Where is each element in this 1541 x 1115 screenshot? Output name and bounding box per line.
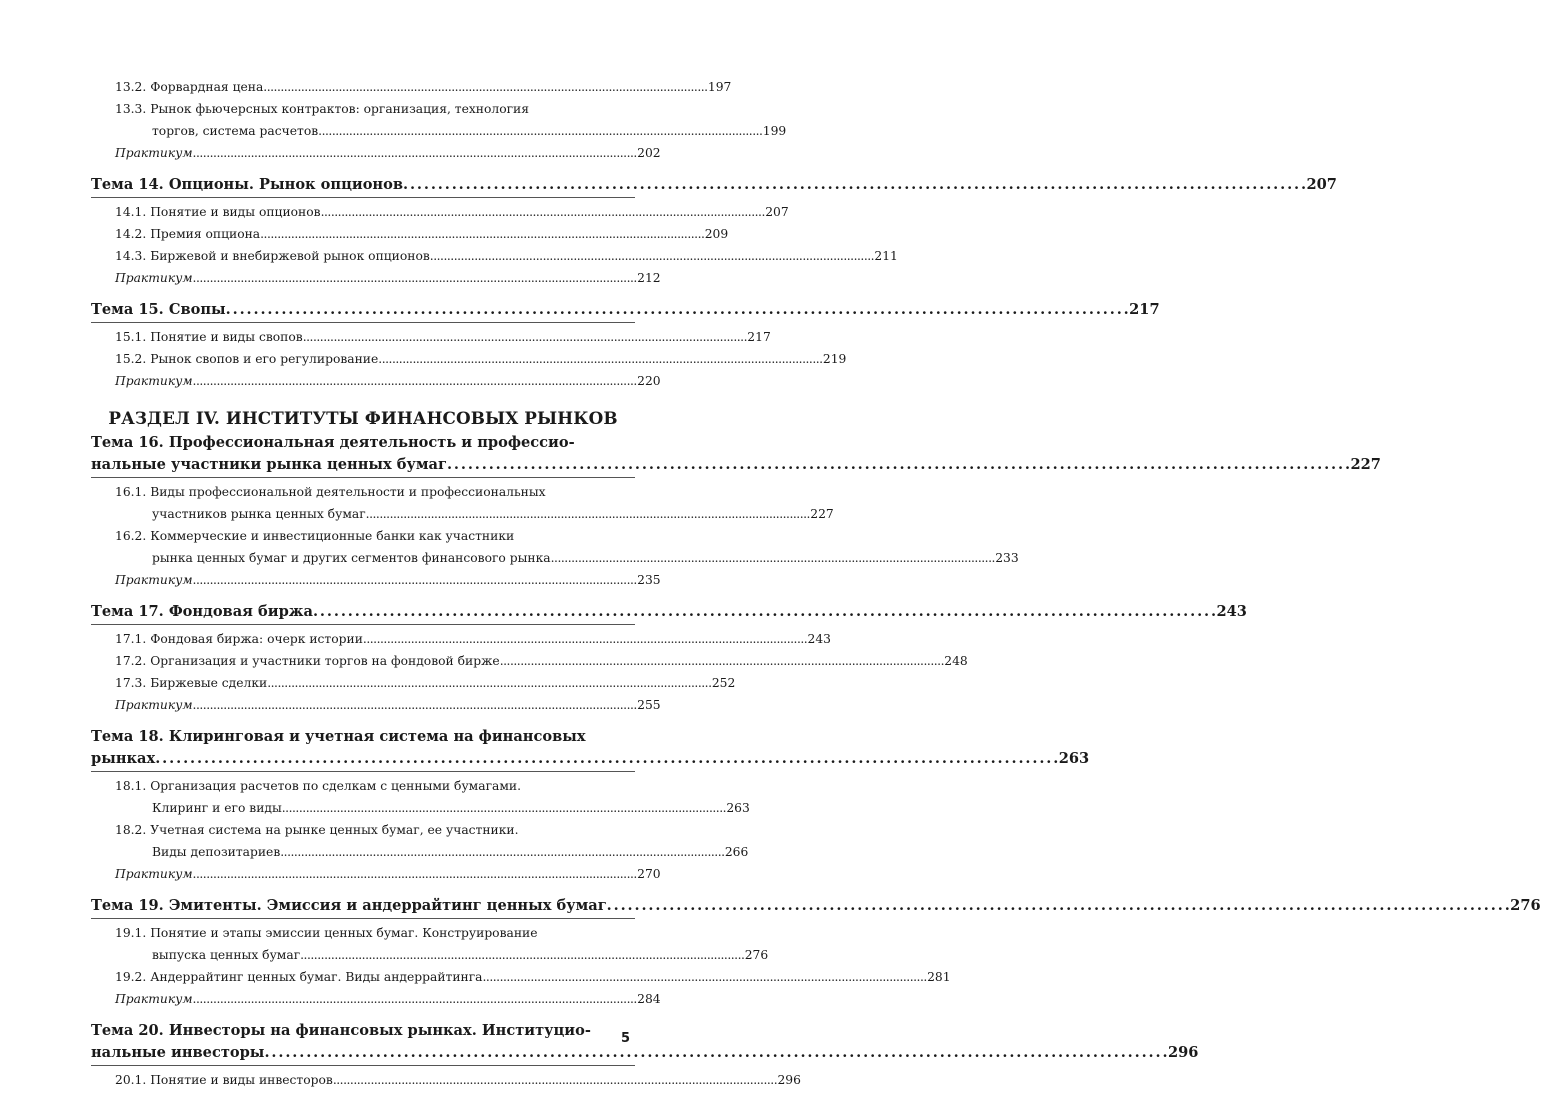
subentry-title-text: участников рынка ценных бумаг (152, 507, 366, 521)
toc-topic (91, 895, 1541, 1010)
topic-title-text: нальные инвесторы (91, 1044, 265, 1061)
subentry-title (115, 672, 736, 694)
dot-leader (193, 267, 636, 289)
toc-topic (91, 1020, 1199, 1091)
page-ref: 276 (744, 948, 769, 962)
subentry-line: 18.2. Учетная система на рынке ценных бумаг, ее участники. (115, 823, 519, 837)
dot-leader (155, 748, 1057, 770)
subentry-line: 18.1. Организация расчетов по сделкам с ценными бумагами. (115, 779, 522, 793)
page-ref: 243 (807, 632, 831, 646)
page-ref: 235 (637, 573, 661, 587)
toc-subentry (91, 672, 736, 694)
topic-heading (91, 174, 1337, 198)
page-ref: 296 (777, 1073, 801, 1087)
topic-title-line: Тема 18. Клиринговая и учетная система на финансовых (91, 728, 586, 745)
dot-leader (193, 370, 636, 392)
toc-subentry (91, 628, 831, 650)
page-ref: 202 (637, 146, 661, 160)
toc-subentry (91, 201, 789, 223)
topic-title (91, 454, 1381, 476)
subentry-title (115, 547, 1019, 569)
page-ref: 270 (637, 867, 661, 881)
subentry-line: 16.1. Виды профессиональной деятельности и профессиональных (115, 485, 546, 499)
toc-topic (91, 601, 1247, 716)
toc-topic (91, 299, 1160, 392)
subentry-title-text: 17.3. Биржевые сделки (115, 676, 268, 690)
dot-leader (193, 569, 636, 591)
page-ref: 199 (762, 124, 787, 138)
topic-title-text: Тема 14. Опционы. Рынок опционов (91, 176, 403, 193)
page-ref: 284 (637, 992, 661, 1006)
page-ref: 212 (637, 271, 661, 285)
subentry-title-text: 15.2. Рынок свопов и его регулирование (115, 352, 379, 366)
page-ref: 207 (1306, 176, 1337, 193)
page-ref: 263 (1058, 750, 1090, 767)
topic-title-text: Тема 15. Свопы (91, 301, 226, 318)
dot-leader (300, 944, 743, 966)
page-ref: 233 (995, 551, 1019, 565)
subentry-title (115, 120, 787, 142)
subentry-title (115, 76, 732, 98)
topic-heading (91, 299, 1160, 323)
dot-leader (282, 797, 725, 819)
section-heading: РАЗДЕЛ IV. ИНСТИТУТЫ ФИНАНСОВЫХ РЫНКОВ (108, 408, 618, 428)
page-ref: 281 (927, 970, 951, 984)
toc-topic (91, 726, 1090, 885)
dot-leader (318, 120, 761, 142)
page-number: 5 (621, 1031, 631, 1046)
toc-subentry (91, 819, 749, 863)
toc-topic (91, 432, 1381, 591)
topic-title-line: Тема 16. Профессиональная деятельность и профессио- (91, 434, 575, 451)
dot-leader (193, 988, 636, 1010)
subentry-title-text: торгов, система расчетов (152, 124, 319, 138)
page-ref: 227 (810, 507, 834, 521)
dot-leader (403, 174, 1305, 196)
practicum-entry-text: Практикум (115, 374, 193, 388)
dot-leader (366, 503, 809, 525)
toc-subentry (91, 922, 769, 966)
subentry-title-text: 14.2. Премия опциона (115, 227, 261, 241)
practicum-entry-text: Практикум (115, 271, 193, 285)
subentry-line: 19.1. Понятие и этапы эмиссии ценных бумаг. Конструирование (115, 926, 538, 940)
subentry-title-text: рынка ценных бумаг и других сегментов финансового рынка (152, 551, 551, 565)
subentry-title (115, 326, 771, 348)
topic-title-text: нальные участники рынка ценных бумаг (91, 456, 447, 473)
subentry-title-text: 17.2. Организация и участники торгов на фондовой бирже (115, 654, 500, 668)
topic-title-text: Тема 19. Эмитенты. Эмиссия и андеррайтинг ценных бумаг (91, 897, 607, 914)
subentry-title (115, 944, 769, 966)
subentry-title (115, 348, 847, 370)
topic-title (91, 895, 1541, 917)
dot-leader (193, 863, 636, 885)
toc-subentry (91, 525, 1019, 569)
page-ref: 266 (724, 845, 749, 859)
practicum-entry-text: Практикум (115, 698, 193, 712)
subentry-title (115, 797, 750, 819)
subentry-title-text: 14.1. Понятие и виды опционов (115, 205, 321, 219)
topic-heading (91, 601, 1247, 625)
toc-subentry (91, 1069, 801, 1091)
dot-leader (193, 142, 636, 164)
topic-title (91, 1042, 1199, 1064)
page-ref: 276 (1510, 897, 1541, 914)
dot-leader (193, 694, 636, 716)
topic-title (91, 748, 1090, 770)
page-ref: 211 (874, 249, 898, 263)
page-ref: 252 (711, 676, 736, 690)
practicum-entry (91, 142, 661, 164)
dot-leader (280, 841, 723, 863)
table-of-contents (91, 76, 1541, 1091)
dot-leader (303, 326, 746, 348)
page-ref: 219 (822, 352, 847, 366)
page-ref: 217 (747, 330, 771, 344)
topic-title (91, 174, 1337, 196)
dot-leader (267, 672, 710, 694)
practicum-entry (91, 694, 661, 716)
subentry-title (115, 650, 968, 672)
page-ref: 227 (1350, 456, 1381, 473)
subentry-title-text: 14.3. Биржевой и внебиржевой рынок опционов (115, 249, 430, 263)
page-ref: 248 (944, 654, 968, 668)
dot-leader (483, 966, 926, 988)
dot-leader (551, 547, 994, 569)
toc-subentry (91, 223, 729, 245)
subentry-title-text: Клиринг и его виды (152, 801, 282, 815)
practicum-entry (91, 863, 661, 885)
toc-subentry (91, 481, 834, 525)
toc-topic (91, 174, 1337, 289)
practicum-entry-text: Практикум (115, 867, 193, 881)
subentry-title (115, 1069, 801, 1091)
practicum-entry (91, 569, 661, 591)
page-ref: 197 (707, 80, 732, 94)
subentry-title-text: выпуска ценных бумаг (152, 948, 301, 962)
practicum-entry-text: Практикум (115, 573, 193, 587)
subentry-title (115, 628, 831, 650)
practicum-entry (91, 370, 661, 392)
toc-subentry (91, 98, 787, 142)
subentry-title-text: 15.1. Понятие и виды свопов (115, 330, 303, 344)
dot-leader (321, 201, 764, 223)
dot-leader (263, 76, 706, 98)
subentry-title (115, 503, 834, 525)
subentry-title-text: 19.2. Андеррайтинг ценных бумаг. Виды андеррайтинга (115, 970, 483, 984)
subentry-line: 16.2. Коммерческие и инвестиционные банки как участники (115, 529, 515, 543)
page-ref: 207 (765, 205, 789, 219)
subentry-title (115, 841, 749, 863)
topic-heading (91, 895, 1541, 919)
page-ref: 296 (1167, 1044, 1199, 1061)
dot-leader (607, 895, 1509, 917)
subentry-title-text: 17.1. Фондовая биржа: очерк истории (115, 632, 363, 646)
page-ref: 220 (637, 374, 661, 388)
toc-subentry (91, 966, 951, 988)
practicum-entry-text: Практикум (115, 992, 193, 1006)
practicum-entry (91, 988, 661, 1010)
dot-leader (363, 628, 806, 650)
subentry-title (115, 245, 898, 267)
page-ref: 255 (637, 698, 661, 712)
toc-topic (91, 76, 787, 164)
topic-heading (91, 726, 1090, 772)
toc-subentry (91, 326, 771, 348)
dot-leader (333, 1069, 776, 1091)
subentry-title (115, 223, 729, 245)
subentry-title (115, 201, 789, 223)
dot-leader (500, 650, 943, 672)
dot-leader (226, 299, 1128, 321)
topic-title (91, 299, 1160, 321)
subentry-title-text: Виды депозитариев (152, 845, 281, 859)
page-ref: 263 (726, 801, 750, 815)
toc-subentry (91, 245, 898, 267)
dot-leader (447, 454, 1349, 476)
toc-subentry (91, 76, 732, 98)
topic-title-line: Тема 20. Инвесторы на финансовых рынках. Институцио- (91, 1022, 591, 1039)
toc-subentry (91, 650, 968, 672)
topic-heading (91, 1020, 1199, 1066)
dot-leader (430, 245, 873, 267)
dot-leader (264, 1042, 1166, 1064)
subentry-title-text: 20.1. Понятие и виды инвесторов (115, 1073, 333, 1087)
dot-leader (313, 601, 1215, 623)
subentry-title-text: 13.2. Форвардная цена (115, 80, 264, 94)
topic-title-text: рынках (91, 750, 156, 767)
topic-title (91, 601, 1247, 623)
topic-heading (91, 432, 1381, 478)
page-ref: 217 (1129, 301, 1160, 318)
practicum-entry (91, 267, 661, 289)
toc-subentry (91, 348, 847, 370)
practicum-entry-text: Практикум (115, 146, 193, 160)
page-ref: 209 (704, 227, 729, 241)
dot-leader (378, 348, 821, 370)
topic-title-text: Тема 17. Фондовая биржа (91, 603, 313, 620)
dot-leader (260, 223, 703, 245)
toc-subentry (91, 775, 750, 819)
page-ref: 243 (1216, 603, 1247, 620)
subentry-title (115, 966, 951, 988)
subentry-line: 13.3. Рынок фьючерсных контрактов: организация, технология (115, 102, 530, 116)
